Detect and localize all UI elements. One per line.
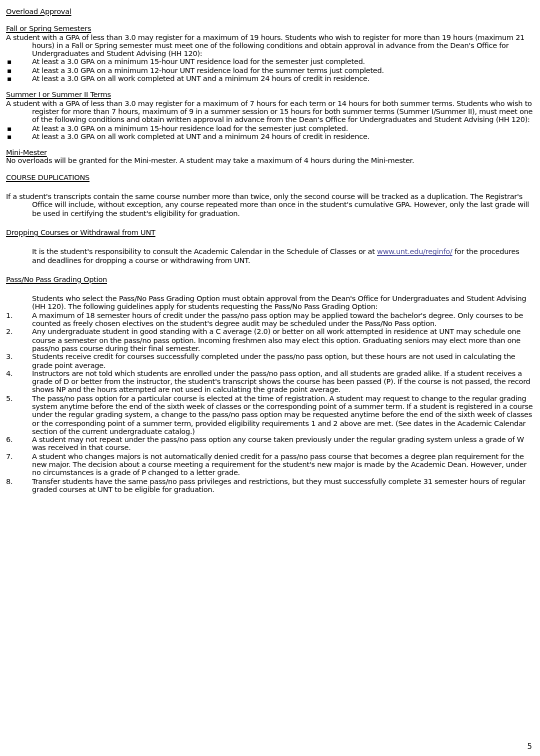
minimester-heading: Mini-Mester xyxy=(6,148,47,158)
list-item: 1. A maximum of 18 semester hours of credit under the pass/no pass option may be applied toward the bachelor's degree. Only courses to be counted as freely chosen electives on the student's degree audit may be scheduled under the Pass/No Pass option. xyxy=(6,310,524,329)
bullet-icon: ▪ xyxy=(7,132,12,141)
list-item: 3. Students receive credit for courses successfully completed under the pass/no pass option, but these hours are not used in calculating the grade point average. xyxy=(6,352,516,370)
summer-heading: Summer I or Summer II Terms xyxy=(6,90,111,100)
list-item: 7. A student who changes majors is not automatically denied credit for a pass/no pass course that becomes a degree plan requirement for the new major. The decision about a course meeting a requirement for the student's new major is made by the Academic Dean. However, under no circumstances is a grade of P changed to a letter grade. xyxy=(6,451,527,478)
pass-no-pass-title: Pass/No Pass Grading Option xyxy=(6,274,107,284)
bullet-icon: ▪ xyxy=(7,124,12,133)
fall-spring-heading: Fall or Spring Semesters xyxy=(6,24,92,34)
bullet-icon: ▪ xyxy=(7,58,12,67)
bullet-item: ▪ At least a 3.0 GPA on all work completed at UNT and a minimum 24 hours of credit in residence. xyxy=(7,74,370,84)
dropping-courses-title: Dropping Courses or Withdrawal from UNT xyxy=(6,227,156,237)
bullet-item: ▪ At least a 3.0 GPA on a minimum 15-hour UNT residence load for the semester just completed. xyxy=(7,57,365,67)
bullet-item: ▪ At least a 3.0 GPA on all work completed at UNT and a minimum 24 hours of credit in residence. xyxy=(7,131,370,141)
course-duplications-text: If a student's transcripts contain the same course number more than twice, only the second course will be tracked as a duplication. The Registrar's Office will include, without exception, any course repeated more than once in the student's cumulative GPA. However, only the last grade will be used in certifying the student's eligibility for graduation. xyxy=(6,192,530,218)
list-item: 2. Any undergraduate student in good standing with a C average (2.0) or better on all work attempted in residence at UNT may schedule one course a semester on the pass/no pass option. Incoming freshmen also may elect this option. Graduating seniors may elect more than one pass/no pass course during their final semester. xyxy=(6,327,521,353)
bullet-icon: ▪ xyxy=(7,66,12,75)
bullet-icon: ▪ xyxy=(7,75,12,84)
fall-spring-intro: A student with a GPA of less than 3.0 may register for a maximum of 19 hours. Students who wish to register for more than 19 hours (maximum 21 hours) in a Fall or Spring semester must meet one of the following conditions and obtain approval in advance from the Dean's Office for Undergraduates and Student Advising (HH 120): xyxy=(6,32,525,59)
bullet-item: ▪ At least a 3.0 GPA on a minimum 12-hour UNT residence load for the summer terms just completed. xyxy=(7,65,384,75)
course-duplications-title: COURSE DUPLICATIONS xyxy=(6,172,90,182)
dropping-courses-text: It is the student's responsibility to consult the Academic Calendar in the Schedule of Classes or at www.unt.edu/reginfo/ for the procedures and deadlines for dropping a course or withdrawing from UNT. xyxy=(32,247,520,265)
list-item: 5. The pass/no pass option for a particular course is elected at the time of registration. A student may request to change to the regular grading system anytime before the end of the sixth week of classes or the corresponding point of a summer term. If a student is registered in a course under the regular grading system, a change to the pass/no pass option may be requested anytime before the end of the sixth week of classes or the corresponding point of a summer term, provided eligibility requirements 1 and 2 above are met. (See dates in the Academic Calendar section of the current undergraduate catalog.) xyxy=(6,393,533,436)
bullet-item: ▪ At least a 3.0 GPA on a minimum 15-hour residence load for the semester just completed. xyxy=(7,123,348,133)
overload-approval-title: Overload Approval xyxy=(6,7,72,16)
summer-intro: A student with a GPA of less than 3.0 may register for a maximum of 7 hours for each term or 14 hours for both summer terms. Students who wish to register for more than 7 hours, maximum of 9 in a summer session or 15 hours for both summer terms (Summer I/Summer II), must meet one of the following conditions and obtain written approval in advance from the Dean's Office for Undergraduates and Student Advising (HH 120): xyxy=(6,98,533,125)
page-number: 5 xyxy=(527,742,532,751)
list-item: 8. Transfer students have the same pass/no pass privileges and restrictions, but they must successfully complete 31 semester hours of regular graded courses at UNT to be eligible for graduation. xyxy=(6,476,526,494)
minimester-text: No overloads will be granted for the Mini-mester. A student may take a maximum of 4 hours during the Mini-mester. xyxy=(6,156,415,166)
reginfo-link[interactable]: www.unt.edu/reginfo/ xyxy=(377,247,453,257)
list-item: 4. Instructors are not told which students are enrolled under the pass/no pass option, and all students are graded alike. If a student receives a grade of D or better from the instructor, the student's transcript shows the course has been passed (P). If the course is not passed, the record shows NP and the hours attempted are not used in calculating the grade point average. xyxy=(6,368,531,395)
pass-no-pass-intro: Students who select the Pass/No Pass Grading Option must obtain approval from the Dean's Office for Undergraduates and Student Advising (HH 120). The following guidelines apply for students requesting the Pass/No Pass Grading Option: xyxy=(32,294,527,312)
document-page xyxy=(6,8,534,494)
list-item: 6. A student may not repeat under the pass/no pass option any course taken previously under the regular grading system unless a grade of W was received in that course. xyxy=(6,435,524,453)
